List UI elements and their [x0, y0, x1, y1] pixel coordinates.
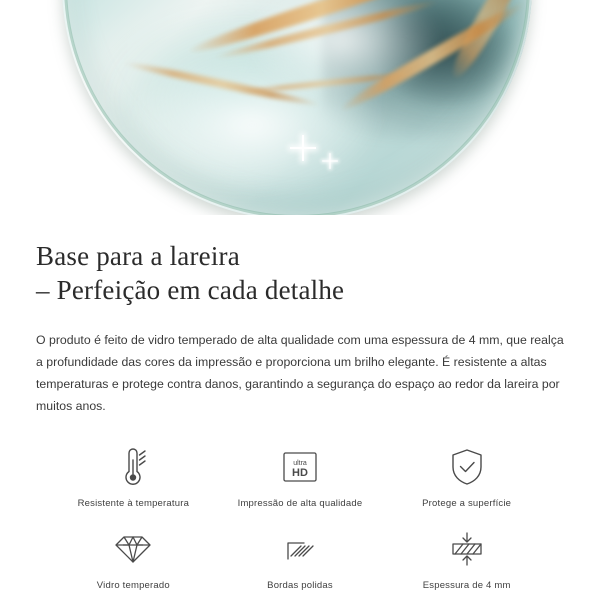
feature-item-print-quality: [217, 445, 384, 509]
feature-label: Espessura de 4 mm: [422, 580, 511, 591]
polished-edges-icon: [280, 527, 320, 571]
headline-line-2: – Perfeição em cada detalhe: [36, 275, 345, 305]
headline-line-1: Base para a lareira: [36, 241, 240, 271]
feature-item-tempered-glass: [50, 527, 217, 591]
feature-item-surface-protection: [383, 445, 550, 509]
feature-label: Resistente à temperatura: [77, 498, 190, 509]
product-description-text: O produto é feito de vidro temperado de alta qualidade com uma espessura de 4 mm, que realça a profundidade das cores da impressão e proporciona um brilho elegante. É resistente a altas temperaturas e protege contra danos, garantindo a segurança do espaço ao redor da lareira por muitos anos.: [36, 333, 564, 413]
content-area: [0, 239, 600, 591]
diamond-icon: [113, 527, 153, 571]
hero-image: [0, 0, 600, 215]
thickness-4mm-icon: [445, 527, 489, 571]
page-title: [36, 239, 564, 307]
feature-label: Impressão de alta qualidade: [237, 498, 363, 509]
feature-item-thickness: [383, 527, 550, 591]
feature-label: Bordas polidas: [267, 580, 333, 591]
shield-check-icon: [448, 445, 486, 489]
svg-text:HD: HD: [292, 467, 308, 479]
thermometer-icon: [115, 445, 151, 489]
feature-label: Protege a superfície: [422, 498, 512, 509]
feature-item-polished-edges: [217, 527, 384, 591]
ultra-hd-icon: [280, 445, 320, 489]
svg-text:ultra: ultra: [293, 460, 307, 467]
feature-grid: [36, 445, 564, 591]
feature-label: Vidro temperado: [96, 580, 170, 591]
feature-item-temperature-resistant: [50, 445, 217, 509]
